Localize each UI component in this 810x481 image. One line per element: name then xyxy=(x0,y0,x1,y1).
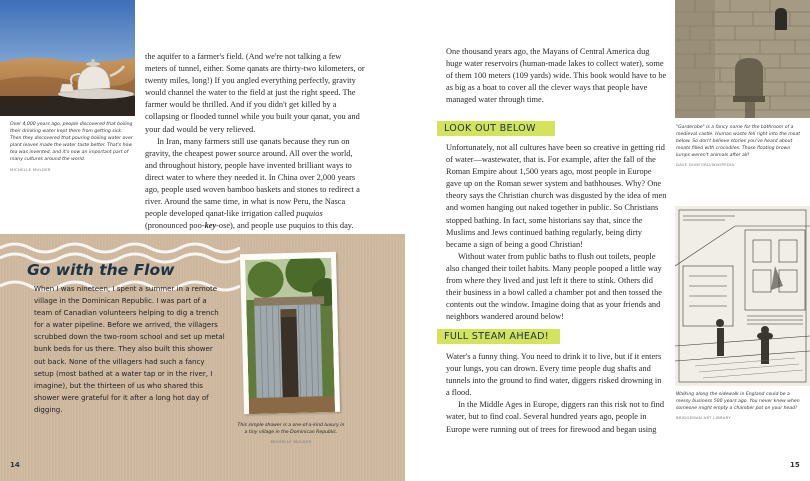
right-bottom-text xyxy=(446,351,667,436)
teapot-caption-text: Over 4,000 years ago, people discovered that boiling their drinking water kept them from getting sick. Then they discovered that pouring boiling water over plant leaves made the water taste better. That's how tea was invented, and it's now an important part of many cultures around the world. xyxy=(10,122,133,163)
teapot-caption xyxy=(10,121,134,173)
castle-caption-text: "Garderobe" is a fancy name for the bathroom of a medieval castle. Human waste fell right into the moat below. So don't believe stories you've heard about moats filled with crocodiles. Those floating brown lumps weren't animals after all! xyxy=(676,125,801,159)
engraving-caption xyxy=(676,391,804,421)
right-intro-paragraph: One thousand years ago, the Mayans of Central America dug huge water reservoirs (human-made lakes to collect water), some of them 100 meters (109 yards) wide. This book would have to be as big as a boat to cover all the clever ways that people have managed water through time. xyxy=(446,47,667,105)
castle-caption xyxy=(676,124,804,169)
right-paragraph-3: Water's a funny thing. You need to drink it to live, but if it enters your lungs, you can drown. Every time people dug shafts and tunnels into the ground to find water, diggers risked drowning in a flood. xyxy=(446,352,662,398)
teapot-photo xyxy=(0,0,135,116)
right-paragraph-4: In the Middle Ages in Europe, diggers ran this risk not to find water, but to find coal. Several hundred years ago, people in Europe were running out of trees for firewood and began using xyxy=(446,400,665,434)
shower-polaroid xyxy=(240,252,340,414)
look-out-below-heading: LOOK OUT BELOW xyxy=(437,121,555,136)
engraving-credit: BRIDGEMAN ART LIBRARY xyxy=(676,415,731,421)
page-number-left: 14 xyxy=(10,461,20,469)
right-paragraph-2: Without water from public baths to flush out toilets, people also changed their toilet habits. Many people pooped a little way from where they lived and just left it there to stink. Others did their business in a bowl called a chamber pot and then tossed the contents out the window. Imagine doing that as your friends and neighbors wandered around below! xyxy=(446,251,662,322)
right-intro-text xyxy=(446,46,667,106)
shower-credit: MICHELLE MULDER xyxy=(270,439,312,444)
right-middle-text xyxy=(446,142,667,323)
flow-title: Go with the Flow xyxy=(27,261,175,279)
medieval-street-engraving xyxy=(675,206,810,386)
left-body-text xyxy=(145,51,365,232)
full-steam-ahead-heading: FULL STEAM AHEAD! xyxy=(437,329,560,344)
left-paragraph-2: In Iran, many farmers still use qanats because they run on gravity, the cheapest power source around. All over the world, and throughout history, people have invented brilliant ways to direct water to where they needed it. In China over 2,000 years ago, people used woven bamboo baskets and stones to redirect a river. Around the same time, in what is now Peru, the Nasca people developed qanat-like irrigation called puquios (pronounced poo-key-ose), and people use puquios to this day. xyxy=(145,136,360,231)
page-number-right: 15 xyxy=(790,461,800,469)
shower-caption xyxy=(236,422,346,445)
flow-text: When I was nineteen, I spent a summer in a remote village in the Dominican Republic. I was part of a team of Canadian volunteers helping to dig a trench for a water pipeline. Before we arrived, the villagers scrubbed down the two-room school and set up metal bunk beds for us there. They also built this shower out back. None of the villagers had such a fancy setup (most bathed at a water tap or in the river, I imagine), but the thirteen of us who shared this shower were grateful for it after a long hot day of digging. xyxy=(34,284,225,414)
castle-garderobe-photo xyxy=(675,0,810,118)
engraving-caption-text: Walking along the sidewalk in England could be a messy business 500 years ago. You never knew when someone might empty a chamber pot on your head! xyxy=(676,392,800,412)
right-paragraph-1: Unfortunately, not all cultures have been so creative in getting rid of water—wastewater, that is. For example, after the fall of the Roman Empire about 1,500 years ago, most people in Europe gave up on the Roman sewer system and bathhouses. Why? One theory says the Christian church was disgusted by the idea of men and women hanging out naked together in public. So Christians stopped bathing. In fact, some historians say that, since the Muslims and Jews continued bathing regularly, being dirty became a sign of being a good Christian! xyxy=(446,143,667,249)
teapot-credit: MICHELLE MULDER xyxy=(10,166,51,172)
left-paragraph-1: the aquifer to a farmer's field. (And we're not talking a few meters of tunnel, either. Some qanats are thirty-two kilometers, or twenty miles, long!) If you angled everything perfectly, gravity would channel the water to the field at just the right speed. The farmer would be thrilled. And if you didn't get killed by a collapsing or flooded tunnel while you built your qanat, you and your dad would be very relieved. xyxy=(145,52,365,134)
castle-credit: DAVE DUNFORD/WIKIPEDIA xyxy=(676,162,735,168)
shower-photo xyxy=(245,258,335,414)
shower-caption-text: This simple shower is a one-of-a-kind luxury in a tiny village in the Dominican Republic. xyxy=(237,423,345,435)
